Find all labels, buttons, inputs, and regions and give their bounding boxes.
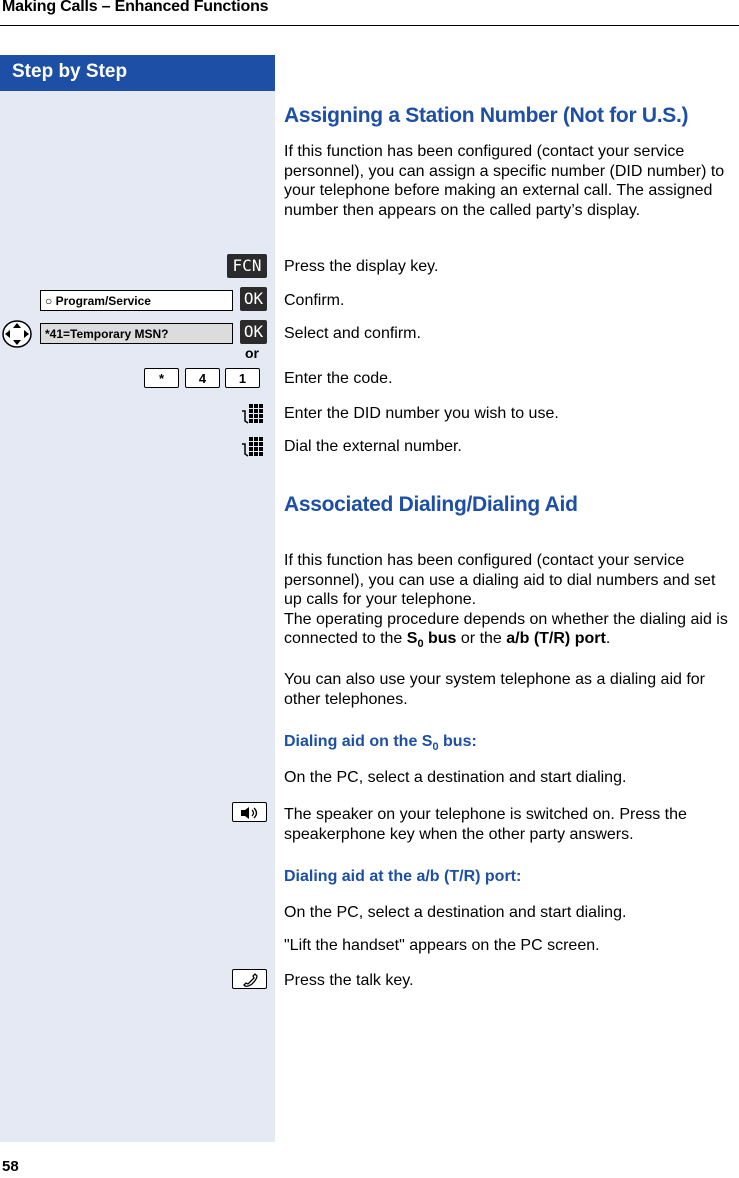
keypad-icon (240, 436, 264, 460)
speaker-icon (240, 806, 260, 820)
running-header: Making Calls – Enhanced Functions (2, 0, 269, 15)
step-text: Dial the external number. (284, 438, 462, 455)
subheading-ab-port: Dialing aid at the a/b (T/R) port: (284, 868, 522, 885)
talk-key[interactable] (232, 969, 267, 989)
display-label: Program/Service (55, 294, 151, 308)
step-text: Select and confirm. (284, 325, 421, 342)
step-text: Enter the code. (284, 370, 393, 387)
speaker-key[interactable] (232, 802, 267, 822)
intro-paragraph: If this function has been configured (contact your service personnel), you can use a dialing aid to dial numbers and set up calls for your telephone. (284, 552, 716, 608)
keypad-icon (240, 403, 264, 427)
step-text: Press the display key. (284, 258, 439, 275)
step-text: Press the talk key. (284, 972, 414, 989)
sidebar-heading: Step by Step (12, 61, 128, 82)
star-key[interactable]: * (144, 368, 179, 388)
display-option-temporary-msn[interactable] (40, 323, 233, 344)
subheading-s0-bus: Dialing aid on the $S_0$ bus: (284, 733, 477, 754)
section-intro-station-number: If this function has been configured (contact your service personnel), you can assign a specific number (DID number) to your telephone before making an external call. The assigned number then appears on the called party’s display. (284, 143, 725, 219)
step-text: On the PC, select a destination and start dialing. (284, 904, 627, 921)
display-label: *41=Temporary MSN? (45, 327, 169, 341)
handset-icon (242, 973, 258, 987)
or-label: or (245, 345, 259, 361)
page-number: 58 (2, 1158, 19, 1175)
step-text: Confirm. (284, 292, 345, 309)
circle-icon: ○ (45, 294, 56, 308)
intro-paragraph: The operating procedure depends on whether the dialing aid is connected to the $S_0$ bus or the a/b (T/R) port. (284, 610, 728, 651)
step-text: On the PC, select a destination and start dialing. (284, 769, 627, 786)
section-intro-dialing-aid (284, 551, 736, 655)
digit-4-key[interactable]: 4 (185, 368, 220, 388)
ok-key[interactable]: OK (240, 320, 267, 344)
header-rule (0, 25, 739, 26)
step-text: Enter the DID number you wish to use. (284, 405, 559, 422)
section-title-dialing-aid: Associated Dialing/Dialing Aid (284, 493, 578, 516)
digit-1-key[interactable]: 1 (225, 368, 260, 388)
display-option-program-service[interactable] (40, 290, 233, 311)
step-text: "Lift the handset" appears on the PC screen. (284, 937, 600, 954)
step-text: The speaker on your telephone is switched on. Press the speakerphone key when the other party answers. (284, 806, 687, 843)
section-title-station-number: Assigning a Station Number (Not for U.S.) (284, 104, 689, 127)
navigator-icon (1, 319, 33, 349)
intro-paragraph: You can also use your system telephone as a dialing aid for other telephones. (284, 671, 706, 708)
ok-key[interactable]: OK (240, 287, 267, 311)
fcn-key[interactable]: FCN (227, 254, 267, 278)
